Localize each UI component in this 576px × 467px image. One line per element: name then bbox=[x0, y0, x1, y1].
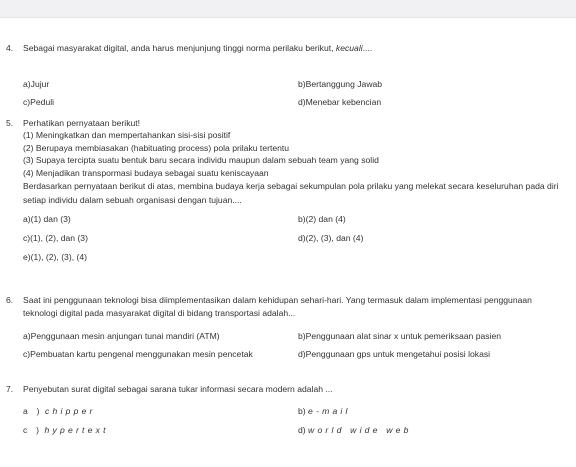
question-intro: Perhatikan pernyataan berikut! bbox=[23, 118, 141, 128]
question-number: 5. bbox=[6, 118, 14, 128]
question-text: Sebagai masyarakat digital, anda harus menjunjung tinggi norma perilaku berikut, kecuali.... bbox=[23, 43, 373, 53]
option-prefix: a ) bbox=[23, 406, 43, 416]
question-6 bbox=[6, 294, 566, 370]
option-b[interactable]: b)Bertanggung Jawab bbox=[298, 79, 383, 89]
top-bar bbox=[0, 0, 576, 18]
statement-item: (2) Berupaya membiasakan (habituating process) pola prilaku tertentu bbox=[23, 142, 290, 153]
question-emphasis: kecuali bbox=[335, 43, 363, 53]
option-label: chipper bbox=[45, 406, 96, 416]
option-a[interactable]: a)Jujur bbox=[23, 79, 50, 89]
option-prefix: d) bbox=[298, 425, 306, 435]
question-number: 7. bbox=[6, 384, 14, 394]
option-a[interactable] bbox=[23, 405, 96, 417]
question-7 bbox=[6, 383, 566, 445]
question-text: Penyebutan surat digital sebagai sarana tukar informasi secara modern adalah ... bbox=[23, 384, 333, 394]
option-b[interactable] bbox=[298, 405, 351, 417]
option-a[interactable]: a)(1) dan (3) bbox=[23, 214, 71, 225]
option-e[interactable]: e)(1), (2), (3), (4) bbox=[23, 252, 87, 263]
statement-item: (1) Meningkatkan dan mempertahankan sisi-sisi positif bbox=[23, 130, 231, 140]
question-4 bbox=[6, 42, 566, 107]
question-number: 6. bbox=[6, 295, 14, 305]
option-a[interactable]: a)Penggunaan mesin anjungan tunai mandiri (ATM) bbox=[23, 331, 220, 341]
statement-item: (3) Supaya tercipta suatu bentuk baru secara individu maupun dalam sebuah team yang solid bbox=[23, 155, 379, 166]
option-prefix: c ) bbox=[23, 425, 43, 435]
option-prefix: b) bbox=[298, 406, 306, 416]
option-c[interactable]: c)Peduli bbox=[23, 97, 55, 107]
statement-item: (4) Menjadikan transpormasi budaya sebagai suatu keniscayaan bbox=[23, 167, 269, 178]
question-text: Berdasarkan pernyataan berikut di atas, membina budaya kerja sebagai sekumpulan pola prilaku yang melekat secara keseluruhan pada diri setiap individu dalam sebuah organisasi dengan tujuan.... bbox=[23, 181, 559, 206]
question-number: 4. bbox=[6, 43, 14, 53]
option-c[interactable] bbox=[23, 424, 109, 436]
option-b[interactable]: b)(2) dan (4) bbox=[298, 214, 346, 225]
option-c[interactable]: c)Pembuatan kartu pengenal menggunakan mesin pencetak bbox=[23, 349, 253, 359]
option-d[interactable]: d)(2), (3), dan (4) bbox=[298, 233, 364, 244]
option-label: world wide web bbox=[308, 425, 412, 435]
option-d[interactable]: d)Penggunaan gps untuk mengetahui posisi lokasi bbox=[298, 349, 491, 359]
question-text: Saat ini penggunaan teknologi bisa diimplementasikan dalam kehidupan sehari-hari. Yang termasuk dalam implementasi penggunaan teknologi digital pada masyarakat digital di bidang transportasi adalah... bbox=[23, 295, 532, 318]
option-d[interactable]: d)Menebar kebencian bbox=[298, 97, 382, 107]
option-c[interactable]: c)(1), (2), dan (3) bbox=[23, 233, 88, 244]
option-b[interactable]: b)Penggunaan alat sinar x untuk pemeriksaan pasien bbox=[298, 331, 502, 341]
option-label: e-mail bbox=[308, 406, 351, 416]
statement-list bbox=[23, 129, 566, 207]
option-label: hypertext bbox=[44, 425, 109, 435]
option-d[interactable] bbox=[298, 424, 412, 436]
question-5 bbox=[6, 117, 566, 287]
